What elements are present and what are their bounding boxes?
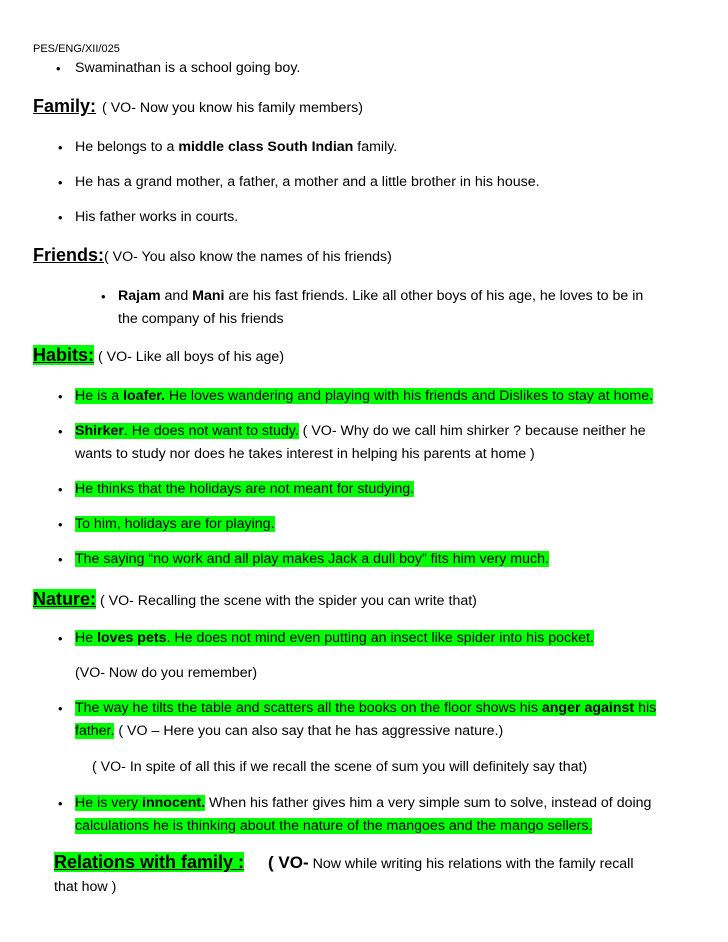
highlighted-text: He thinks that the holidays are not meant for studying. [75,481,415,497]
text-run: He is very [75,795,143,811]
nature-bullet-2-line-1 [75,698,656,719]
bullet-icon: • [58,424,63,439]
friends-heading: Friends: [33,245,105,265]
text-run: family. [353,139,398,155]
habits-bullet-3 [75,479,414,500]
habits-vo: ( VO- Like all boys of his age) [94,349,285,365]
nature-vo-2: (VO- Now do you remember) [75,665,258,681]
nature-vo-3: ( VO- In spite of all this if we recall the scene of sum you will definitely say that) [92,759,588,775]
family-heading: Family: [33,96,97,116]
bullet-icon: • [58,210,63,225]
text-run: He [75,630,98,646]
text-run: He belongs to a [75,139,179,155]
family-section-header [33,96,363,119]
bullet-icon: • [101,289,106,304]
text-run: his [634,700,657,716]
family-vo: ( VO- Now you know his family members) [102,100,363,116]
friend-name-rajam: Rajam [118,288,161,304]
bold-text: anger against [541,700,635,716]
friends-section-header [33,245,392,268]
bullet-icon: • [58,175,63,190]
friends-vo: ( VO- You also know the names of his friends) [104,249,392,265]
habits-bullet-2-line-1 [75,421,646,442]
family-bullet-1 [75,137,397,158]
nature-bullet-3-line-1 [75,793,651,814]
nature-section-header [33,589,477,612]
bullet-icon: • [58,701,63,716]
bold-text: Shirker [75,423,124,439]
habits-bullet-5 [75,549,549,570]
bold-text: loafer. [123,388,165,404]
highlighted-text: calculations he is thinking about the nature of the mangoes and the mango sellers. [75,818,593,834]
relations-section-header [54,852,634,875]
nature-bullet-2-line-2 [75,721,503,742]
intro-text: Swaminathan is a school going boy. [75,60,301,76]
text-run: Now while writing his relations with the family recall [308,856,634,872]
highlighted-text [75,423,299,439]
highlighted-text [75,795,205,811]
text-run: The way he tilts the table and scatters all the books on the floor shows his [75,700,542,716]
nature-heading: Nature: [33,589,97,609]
family-bullet-3: His father works in courts. [75,209,239,225]
text-run: ( VO – Here you can also say that he has aggressive nature.) [114,723,504,739]
habits-bullet-4 [75,514,275,535]
friend-name-mani: Mani [192,288,225,304]
bullet-icon: • [58,389,63,404]
text-run: He loves wandering and playing with his friends and Dislikes to stay at home. [164,388,654,404]
nature-bullet-1 [75,628,594,649]
bullet-icon: • [58,796,63,811]
friends-bullet-1-line-2: the company of his friends [118,311,284,327]
highlighted-text: To him, holidays are for playing. [75,516,275,532]
vo-label: ( VO- [268,853,309,872]
text-run: He is a [75,388,124,404]
bold-text: middle class South Indian [178,139,354,155]
text-run: . He does not want to study. [123,423,299,439]
bullet-icon: • [58,631,63,646]
highlighted-text [75,700,656,716]
highlighted-text [75,630,594,646]
text-run: ( VO- Why do we call him shirker ? because neither he [298,423,646,439]
relations-heading: Relations with family : [54,852,245,872]
friends-bullet-1-line-1 [118,286,643,307]
family-bullet-2: He has a grand mother, a father, a mother and a little brother in his house. [75,174,540,190]
bullet-icon: • [58,482,63,497]
habits-bullet-2-line-2: wants to study nor does he takes interest in helping his parents at home ) [75,446,535,462]
document-code: PES/ENG/XII/025 [33,43,120,55]
habits-bullet-1 [75,386,653,407]
habits-heading: Habits: [33,345,95,365]
nature-vo: ( VO- Recalling the scene with the spider you can write that) [96,593,477,609]
bullet-icon: • [58,552,63,567]
nature-bullet-3-line-2 [75,816,592,837]
bullet-icon: • [58,517,63,532]
highlighted-text: father. [75,723,115,739]
text-run: When his father gives him a very simple sum to solve, instead of doing [205,795,652,811]
bullet-icon: • [56,61,61,76]
bold-text: loves pets [97,630,167,646]
highlighted-text: The saying “no work and all play makes Jack a dull boy” fits him very much. [75,551,549,567]
text-run: are his fast friends. Like all other boys of his age, he loves to be in [224,288,644,304]
bold-text: innocent. [142,795,206,811]
relations-line-2: that how ) [54,879,117,895]
habits-section-header [33,345,284,368]
highlighted-text [75,388,653,404]
text-run: . He does not mind even putting an insect like spider into his pocket. [166,630,594,646]
text-run: and [160,288,193,304]
bullet-icon: • [58,140,63,155]
